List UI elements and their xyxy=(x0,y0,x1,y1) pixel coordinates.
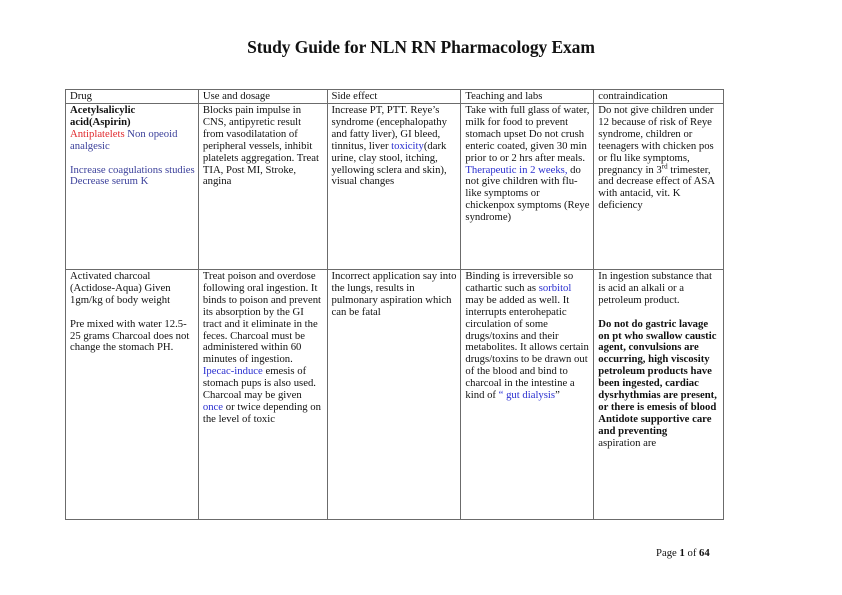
use-text-end: or twice depending on the level of toxic xyxy=(202,400,321,425)
document-title: Study Guide for NLN RN Pharmacology Exam xyxy=(247,37,595,57)
cell-drug xyxy=(66,270,199,520)
teaching-highlight: Therapeutic in 2 weeks, xyxy=(465,163,568,176)
drug-lab-note-1: Increase coagulations studies xyxy=(70,163,195,176)
drug-lab-note-2: Decrease serum K xyxy=(70,175,149,188)
use-highlight-ipecac: Ipecac-induce xyxy=(202,365,263,378)
cell-teaching xyxy=(461,104,594,270)
teaching-text: Binding is irreversible so cathartic such as xyxy=(465,270,574,294)
cell-side-effect: Incorrect application say into the lungs, results in pulmonary aspiration which can be fatal xyxy=(327,270,461,520)
page-number xyxy=(656,547,710,559)
side-effect-text-cont: (dark urine, clay stool, itching, yellowing sclera and skin), visual changes xyxy=(331,139,447,188)
contraindication-text-cont: trimester, and decrease effect of ASA with antacid, vit. K deficiency xyxy=(598,163,715,212)
teaching-text-end: ” xyxy=(555,389,560,402)
page-of: of xyxy=(687,547,697,559)
teaching-highlight-gut-dialysis: “ gut dialysis xyxy=(498,389,556,402)
header-contraindication: contraindication xyxy=(594,90,724,104)
cell-teaching xyxy=(461,270,594,520)
contraindication-intro: In ingestion substance that is acid an alkali or a petroleum product. xyxy=(598,270,712,306)
drug-description: Activated charcoal (Actidose-Aqua) Given 1gm/kg of body weight xyxy=(70,270,171,306)
cell-contraindication xyxy=(594,104,724,270)
drug-class-analgesic: Non opeoid analgesic xyxy=(70,127,178,152)
header-use-and-dosage: Use and dosage xyxy=(198,90,327,104)
header-teaching-and-labs: Teaching and labs xyxy=(461,90,594,104)
header-side-effect: Side effect xyxy=(327,90,461,104)
cell-side-effect xyxy=(327,104,461,270)
contraindication-text: Do not give children under 12 because of risk of Reye syndrome, children or teenagers with chicken pos or flu like symptoms, pregnancy in 3 xyxy=(598,104,714,176)
use-text: Treat poison and overdose following oral ingestion. It binds to poison and prevent its absorption by the GI tract and it eliminate in the feces. Charcoal must be administered within 60 minutes of ingestion. xyxy=(202,270,322,366)
contraindication-warning: Do not do gastric lavage on pt who swallow caustic agent, convulsions are occurring, high viscosity petroleum products have been ingested, cardiac dysrhythmias are present, or there is emesis of blood Antidote supportive care and preventing xyxy=(598,317,717,437)
cell-drug xyxy=(66,104,199,270)
table-row-activated-charcoal xyxy=(66,270,724,520)
pharmacology-table xyxy=(65,89,724,520)
contraindication-tail: aspiration are xyxy=(598,436,657,449)
table-row-aspirin xyxy=(66,104,724,270)
table-header-row xyxy=(66,90,724,104)
page-label: Page xyxy=(656,547,677,559)
use-text-cont: emesis of stomach pups is also used. Charcoal may be given xyxy=(202,365,316,402)
page-current: 1 xyxy=(679,547,685,559)
cell-use xyxy=(198,270,327,520)
page-total: 64 xyxy=(699,547,710,559)
teaching-text: Take with full glass of water, milk for food to prevent stomach upset Do not crush enteric coated, given 30 min prior to or 2 hrs after meals. xyxy=(465,104,590,164)
cell-contraindication xyxy=(594,270,724,520)
teaching-highlight-sorbitol: sorbitol xyxy=(538,281,572,294)
teaching-text-cont: do not give children with flu-like symptoms or chickenpox symptoms (Reye syndrome) xyxy=(465,163,590,224)
side-effect-text: Increase PT, PTT. Reye’s syndrome (encephalopathy and fatty liver), GI bleed, tinnitus, liver xyxy=(331,104,447,152)
use-highlight-once: once xyxy=(202,400,224,413)
superscript: rd xyxy=(661,161,668,170)
cell-use: Blocks pain impulse in CNS, antipyretic result from vasodilatation of peripheral vessels, inhibit platelets aggregation. Treat TIA, Post MI, Stroke, angina xyxy=(198,104,327,270)
teaching-text-cont: may be added as well. It interrupts enterohepatic circulation of some drugs/toxins and their metabolites. It allows certain drugs/toxins to be drawn out of the blood and bind to charcoal in the intestine a kind of xyxy=(465,293,589,402)
side-effect-highlight: toxicity xyxy=(391,139,424,152)
drug-class-antiplatelets: Antiplatelets xyxy=(70,127,125,140)
header-drug: Drug xyxy=(66,90,199,104)
drug-name: Acetylsalicylic acid(Aspirin) xyxy=(70,104,136,128)
drug-preparation: Pre mixed with water 12.5-25 grams Charcoal does not change the stomach PH. xyxy=(70,317,190,354)
